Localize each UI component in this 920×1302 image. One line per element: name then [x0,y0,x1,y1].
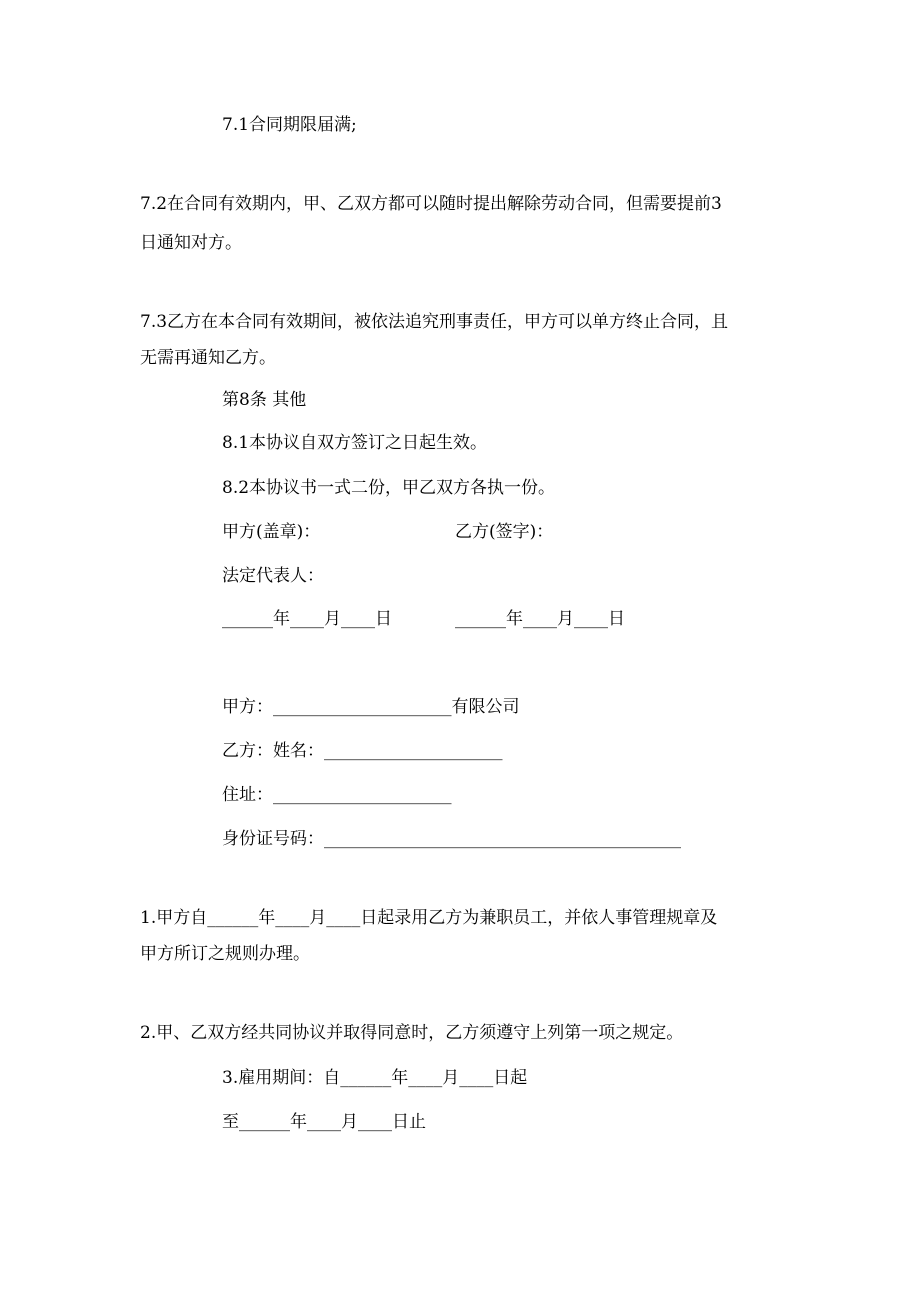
address-field: 住址：_____________________ [222,785,452,805]
party-a-company-field: 甲方：_____________________有限公司 [222,697,520,717]
party-b-name-field: 乙方：姓名：_____________________ [222,741,503,761]
clause-8-2: 8.2本协议书一式二份，甲乙双方各执一份。 [222,478,556,498]
clause-7-2-line1: 7.2在合同有效期内，甲、乙双方都可以随时提出解除劳动合同，但需要提前3 [140,194,722,214]
clause-7-3-line1: 7.3乙方在本合同有效期间，被依法追究刑事责任，甲方可以单方终止合同，且 [140,312,729,332]
party-b-sign-label: 乙方(签字)： [455,522,554,542]
party-a-seal-label: 甲方(盖章)： [222,522,321,542]
id-number-field: 身份证号码：__________________________________________ [222,829,681,849]
item-3-period-end: 至______年____月____日止 [222,1112,426,1132]
legal-representative-label: 法定代表人： [222,566,324,586]
clause-7-3-line2: 无需再通知乙方。 [140,348,276,368]
item-2: 2.甲、乙双方经共同协议并取得同意时，乙方须遵守上列第一项之规定。 [140,1023,684,1043]
clause-7-1: 7.1合同期限届满; [222,115,357,135]
item-1-line2: 甲方所订之规则办理。 [140,944,310,964]
item-1-line1: 1.甲方自______年____月____日起录用乙方为兼职员工，并依人事管理规章及 [140,908,718,928]
party-b-date-blank: ______年____月____日 [455,609,625,629]
clause-8-1: 8.1本协议自双方签订之日起生效。 [222,433,488,453]
clause-7-2-line2: 日通知对方。 [140,233,242,253]
party-a-date-blank: ______年____月____日 [222,609,392,629]
article-8-heading: 第8条 其他 [222,390,307,410]
item-3-employment-period: 3.雇用期间：自______年____月____日起 [222,1068,528,1088]
